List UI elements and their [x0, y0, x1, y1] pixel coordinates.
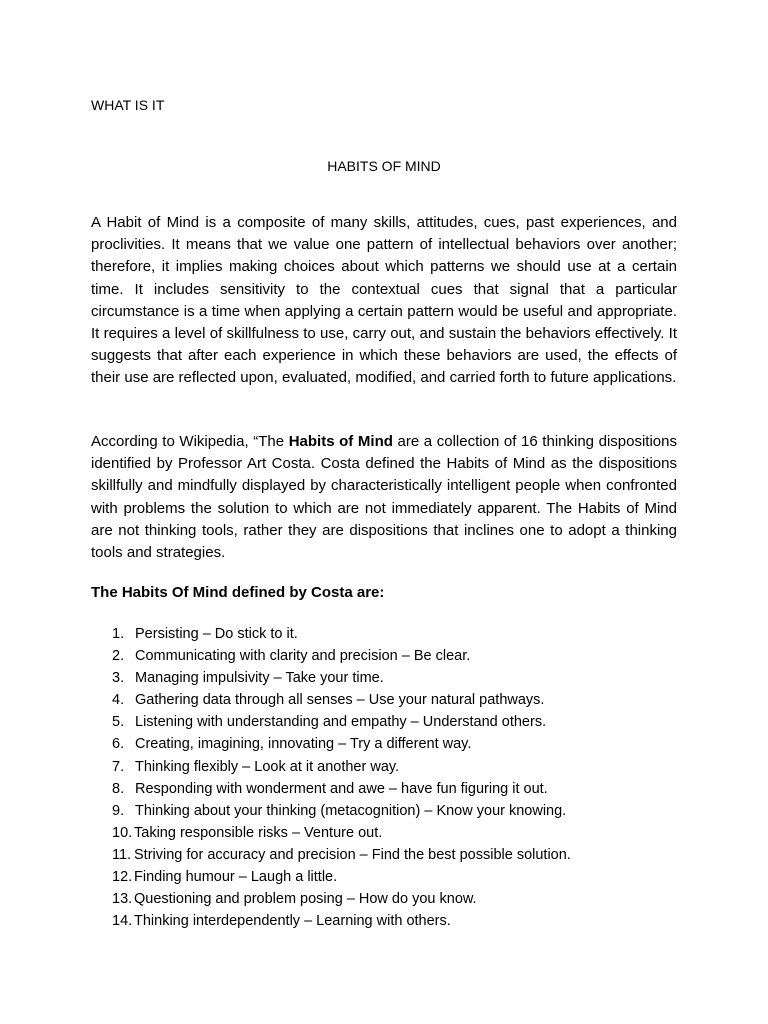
list-item-number: 7. — [112, 758, 125, 775]
list-item-text: Thinking flexibly – Look at it another way. — [135, 758, 400, 775]
list-item-number: 4. — [112, 692, 125, 709]
list-item-number: 8. — [112, 780, 125, 797]
document-title: HABITS OF MIND — [327, 158, 441, 174]
list-item-number: 14. — [112, 913, 133, 930]
list-item-text: Thinking about your thinking (metacognition) – Know your knowing. — [135, 802, 567, 819]
list-item-number: 5. — [112, 714, 125, 731]
wikipedia-rest: are a collection of 16 thinking dispositions identified by Professor Art Costa. Costa defined the Habits of Mind as the dispositions skillfully and mindfully displayed by characteristically intelligent people when confronted with problems the solution to which are not immediately apparent. The Habits of Mind are not thinking tools, rather they are dispositions that inclines one to adopt a thinking tools and strategies. — [91, 433, 677, 562]
wikipedia-intro: According to Wikipedia, “The — [91, 433, 289, 450]
list-item — [112, 756, 692, 778]
list-item-number: 13. — [112, 891, 133, 908]
wikipedia-paragraph — [91, 431, 677, 564]
list-item-number: 11. — [112, 846, 132, 863]
list-item — [112, 645, 692, 667]
list-item-text: Gathering data through all senses – Use your natural pathways. — [135, 692, 545, 709]
list-item — [112, 733, 692, 755]
list-item-text: Listening with understanding and empathy – Understand others. — [135, 714, 547, 731]
list-item — [112, 888, 692, 910]
list-heading: The Habits Of Mind defined by Costa are: — [91, 584, 385, 601]
list-item — [112, 844, 692, 866]
list-item-number: 10. — [112, 824, 133, 841]
habits-of-mind-bold: Habits of Mind — [288, 433, 393, 450]
list-item — [112, 910, 692, 932]
list-item-text: Finding humour – Laugh a little. — [134, 869, 338, 886]
list-item-text: Persisting – Do stick to it. — [135, 626, 298, 642]
list-item-number: 1. — [112, 626, 125, 642]
list-item-text: Thinking interdependently – Learning with others. — [134, 913, 451, 930]
list-item — [112, 800, 692, 822]
list-item — [112, 711, 692, 733]
definition-paragraph: A Habit of Mind is a composite of many skills, attitudes, cues, past experiences, and proclivities. It means that we value one pattern of intellectual behaviors over another; therefore, it implies making choices about which patterns we should use at a certain time. It includes sensitivity to the contextual cues that signal that a particular circumstance is a time when applying a certain pattern would be useful and appropriate. It requires a level of skillfulness to use, carry out, and sustain the behaviors effectively. It suggests that after each experience in which these behaviors are used, the effects of their use are reflected upon, evaluated, modified, and carried forth to future applications. — [91, 214, 677, 387]
list-item — [112, 866, 692, 888]
list-item-text: Managing impulsivity – Take your time. — [135, 670, 384, 687]
list-item — [112, 623, 692, 645]
habits-list — [112, 623, 692, 932]
list-item-number: 9. — [112, 802, 125, 819]
list-item-number: 6. — [112, 736, 125, 753]
section-label: WHAT IS IT — [91, 97, 165, 113]
list-item-text: Striving for accuracy and precision – Find the best possible solution. — [134, 846, 571, 863]
list-item-text: Taking responsible risks – Venture out. — [134, 824, 383, 841]
list-item-number: 2. — [112, 648, 125, 665]
list-item-text: Communicating with clarity and precision – Be clear. — [135, 648, 471, 665]
list-item-number: 3. — [112, 670, 125, 687]
list-item — [112, 689, 692, 711]
list-item-text: Creating, imagining, innovating – Try a different way. — [135, 736, 472, 753]
list-item-text: Responding with wonderment and awe – have fun figuring it out. — [135, 780, 548, 797]
list-item — [112, 822, 692, 844]
list-item — [112, 778, 692, 800]
list-item-number: 12. — [112, 869, 133, 886]
list-item-text: Questioning and problem posing – How do you know. — [134, 891, 477, 908]
list-item — [112, 667, 692, 689]
